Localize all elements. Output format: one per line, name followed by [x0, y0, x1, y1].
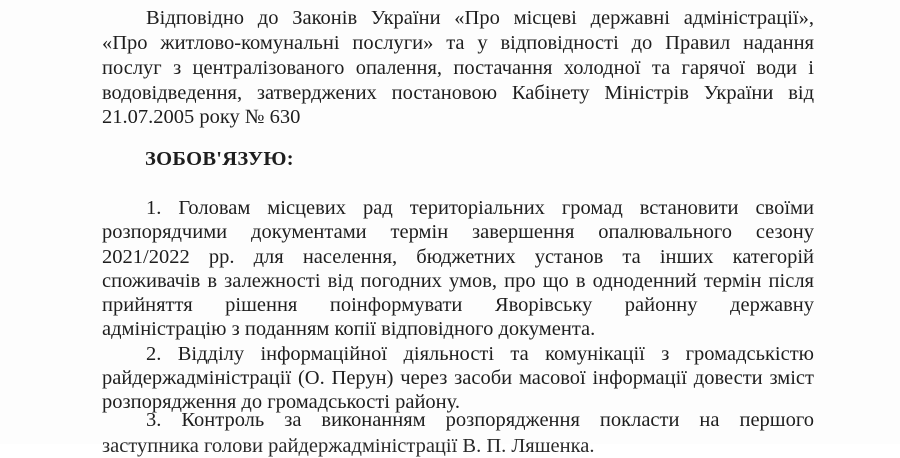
item-1-line-5: прийняття рішення поінформувати Яворівську районну державну: [102, 294, 814, 316]
item-1-line-3: 2021/2022 рр. для населення, бюджетних установ та інших категорій: [102, 246, 814, 268]
item-2-line-2: райдержадміністрації (О. Перун) через засоби масової інформації довести зміст: [102, 367, 814, 389]
item-1-line-4: споживачів в залежності від погодних умов, про що в одноденний термін після: [102, 270, 814, 292]
preamble-line-1: Відповідно до Законів України «Про місцеві державні адміністрації»,: [146, 7, 814, 29]
section-heading: ЗОБОВ'ЯЗУЮ:: [145, 148, 294, 170]
preamble-line-5: 21.07.2005 року № 630: [102, 106, 301, 128]
item-3-line-2: заступника голови райдержадміністрації В. П. Ляшенка.: [102, 435, 595, 457]
item-1-line-6: адміністрацію з поданням копії відповідного документа.: [102, 318, 596, 340]
preamble-line-4: водовідведення, затверджених постановою Кабінету Міністрів України від: [102, 82, 814, 104]
item-2-line-1: 2. Відділу інформаційної діяльності та комунікації з громадськістю: [146, 343, 814, 365]
item-1-line-1: 1. Головам місцевих рад територіальних громад встановити своїми: [146, 197, 814, 219]
item-2-line-3: розпорядження до громадськості району.: [102, 391, 460, 413]
preamble-line-2: «Про житлово-комунальні послуги» та у відповідності до Правил надання: [102, 32, 814, 54]
item-1-line-2: розпорядчими документами термін завершення опалювального сезону: [102, 221, 814, 243]
item-3-line-1: 3. Контроль за виконанням розпорядження покласти на першого: [146, 409, 814, 431]
preamble-line-3: послуг з централізованого опалення, постачання холодної та гарячої води і: [102, 57, 814, 79]
